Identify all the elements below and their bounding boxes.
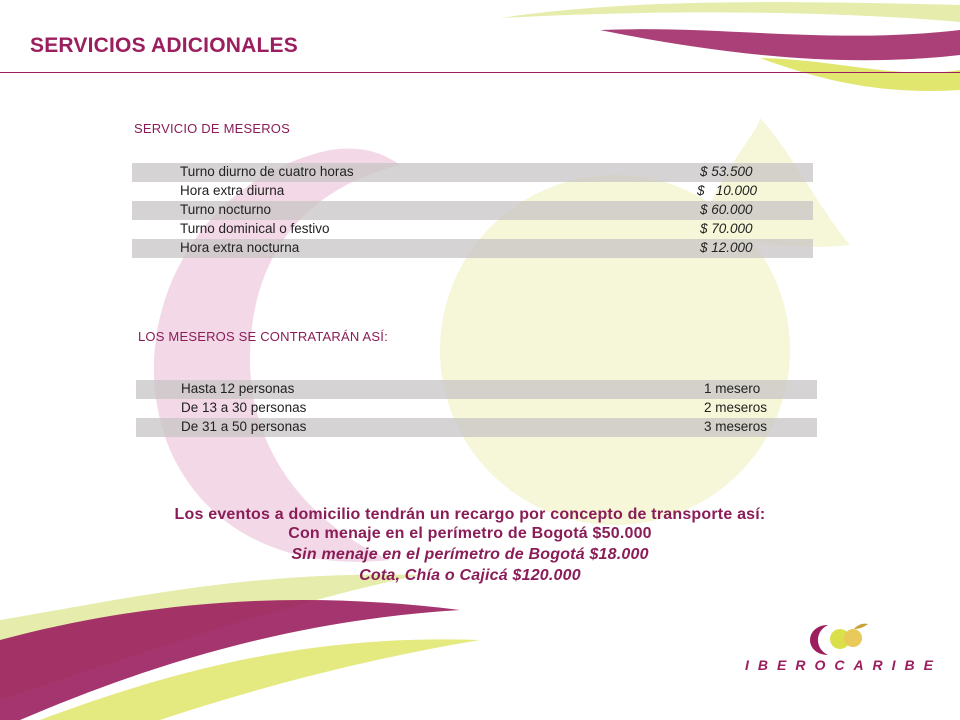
table-row [132, 220, 813, 239]
row-price: $ 53.500 [700, 164, 753, 179]
table-row [132, 239, 813, 258]
row-label: Hora extra nocturna [180, 240, 300, 255]
row-value: 1 mesero [704, 381, 761, 396]
table-row [136, 418, 817, 437]
contratacion-table [136, 380, 817, 437]
row-label: De 31 a 50 personas [181, 419, 307, 434]
row-label: Turno dominical o festivo [180, 221, 330, 236]
meseros-heading: SERVICIO DE MESEROS [134, 121, 290, 136]
table-row [132, 182, 813, 201]
row-value: 3 meseros [704, 419, 768, 434]
row-price: $ 12.000 [700, 240, 753, 255]
table-row [132, 201, 813, 220]
row-label: De 13 a 30 personas [181, 400, 307, 415]
row-price: $ 70.000 [700, 221, 753, 236]
transport-line-1: Con menaje en el perímetro de Bogotá $50.000 [288, 525, 652, 542]
transport-line-2: Sin menaje en el perímetro de Bogotá $18.000 [291, 546, 649, 563]
meseros-table [132, 163, 813, 258]
logo-wordmark: IBEROCARIBE [745, 657, 943, 673]
table-row [136, 399, 817, 418]
table-row [136, 380, 817, 399]
row-label: Turno nocturno [180, 202, 272, 217]
row-label: Hasta 12 personas [181, 381, 295, 396]
transport-notes [0, 505, 940, 585]
row-value: 2 meseros [704, 400, 768, 415]
transport-line-3: Cota, Chía o Cajicá $120.000 [359, 567, 581, 584]
table-row [132, 163, 813, 182]
contratacion-heading: LOS MESEROS SE CONTRATARÁN ASÍ: [138, 329, 388, 344]
transport-intro: Los eventos a domicilio tendrán un recargo por concepto de transporte así: [174, 506, 766, 523]
row-price: $ 10.000 [697, 183, 758, 198]
page-title: SERVICIOS ADICIONALES [30, 34, 298, 57]
row-label: Hora extra diurna [180, 183, 285, 198]
row-price: $ 60.000 [700, 202, 753, 217]
row-label: Turno diurno de cuatro horas [180, 164, 354, 179]
title-divider [0, 72, 960, 73]
